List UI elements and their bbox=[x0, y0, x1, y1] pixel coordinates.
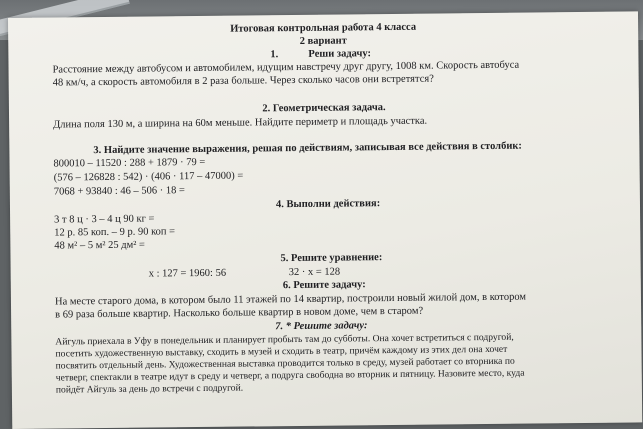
task7-text-line: четверг, спектакли в театре идут в среду и четверг, а подруга свободна во вторник и пятницу. Назовите место, куда bbox=[55, 367, 525, 384]
equation-2: 32 · х = 128 bbox=[288, 266, 341, 279]
variant-label: 2 вариант bbox=[299, 35, 347, 47]
task3-heading: 3. Найдите значение выражения, решая по действиям, записывая все действия в столбик: bbox=[93, 140, 522, 157]
task2-text: Длина поля 130 м, а ширина на 60м меньше. Найдите периметр и площадь участка. bbox=[53, 115, 428, 131]
conversion-line: 12 р. 85 коп. – 9 р. 90 коп = bbox=[54, 226, 176, 239]
task6-text-line: На месте старого дома, в котором было 11 этажей по 14 квартир, построили новый жилой дом, в котором bbox=[54, 291, 527, 308]
task1-text-line: Расстояние между автобусом и автомобилем, идущим навстречу друг другу, 1008 км. Скорость автобуса bbox=[52, 59, 520, 76]
task2-heading: 2. Геометрическая задача. bbox=[262, 102, 386, 115]
expression-line: 7068 + 93840 : 46 – 506 · 18 = bbox=[53, 185, 186, 198]
task6-text-line: в 69 раза больше квартир. Насколько больше квартир в новом доме, чем в старом? bbox=[55, 305, 424, 321]
test-sheet bbox=[8, 11, 642, 429]
task7-text-line: пойдёт Айгуль за день до встречи с подругой. bbox=[55, 382, 244, 396]
task7-text-line: посетить художественную выставку, сходить в музей и сходить в театр, причём каждому из этих дел она хочет bbox=[55, 343, 508, 360]
task5-heading: 5. Решите уравнение: bbox=[280, 252, 383, 265]
task6-heading: 6. Решите задачу: bbox=[282, 279, 366, 292]
task7-text-line: Айгуль приехала в Уфу в понедельник и планирует пробыть там до субботы. Она хочет встретиться с подругой, bbox=[55, 331, 514, 348]
document-title: Итоговая контрольная работа 4 класса bbox=[230, 21, 417, 35]
task7-heading: 7. * Решите задачу: bbox=[275, 320, 368, 333]
task1-heading: Реши задачу: bbox=[308, 48, 372, 60]
expression-line: 800010 – 11520 : 288 + 1879 · 79 = bbox=[53, 156, 206, 170]
task7-text-line: посвятить отдельный день. Художественная выставка проводится только в среду, музей работает со вторника по bbox=[55, 355, 515, 372]
conversion-line: 48 м² – 5 м² 25 дм² = bbox=[54, 239, 145, 252]
task4-heading: 4. Выполни действия: bbox=[275, 198, 381, 211]
task1-number: 1. bbox=[270, 49, 279, 61]
equation-1: х : 127 = 1960: 56 bbox=[148, 267, 227, 280]
expression-line: (576 – 126828 : 542) · (406 · 117 – 47000) = bbox=[53, 170, 244, 184]
task1-text-line: 48 км/ч, а скорость автомобиля в 2 раза больше. Через сколько часов они встретятся? bbox=[52, 73, 434, 89]
conversion-line: 3 т 8 ц · 3 – 4 ц 90 кг = bbox=[54, 213, 155, 226]
